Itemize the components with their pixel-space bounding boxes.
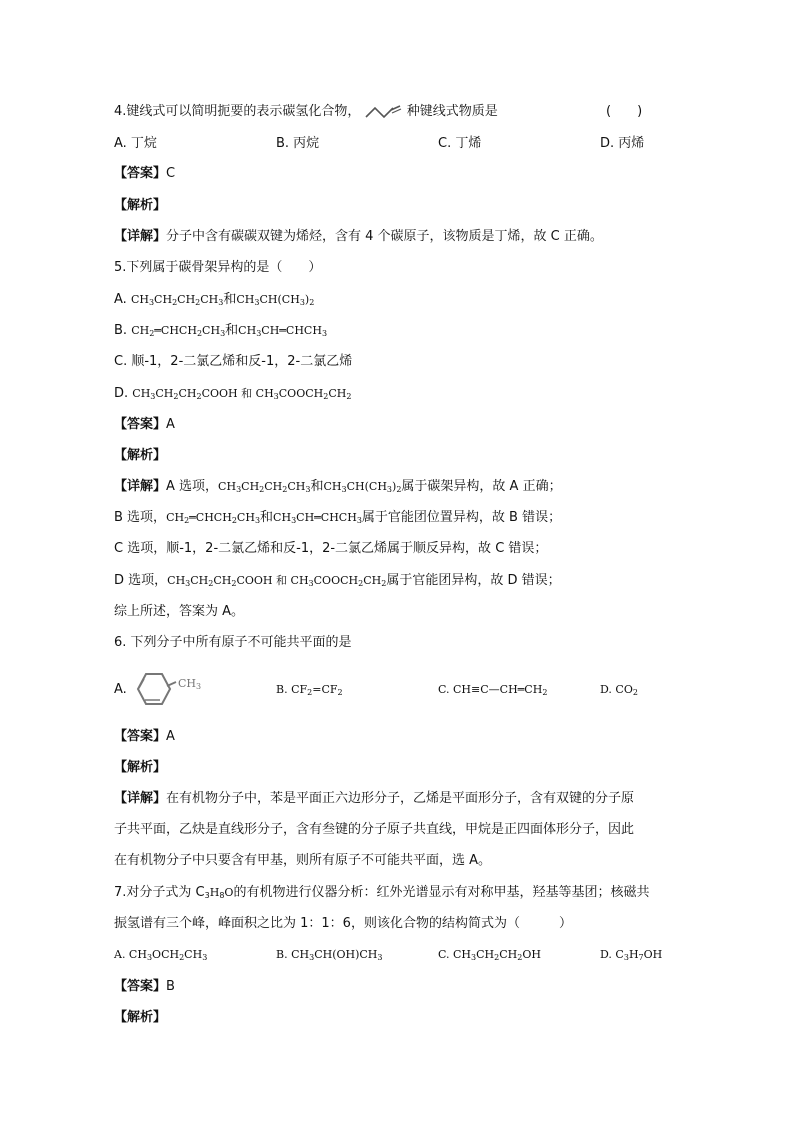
answer-label: 【答案】 [114, 979, 167, 994]
q7-stem-line-2: 振氢谱有三个峰，峰面积之比为 1：1：6，则该化合物的结构简式为（ ） [114, 916, 572, 931]
q7-option-b-text: B. CH [276, 948, 310, 961]
q7-analysis-label: 【解析】 [114, 1010, 167, 1025]
q6-option-c: C. $CH\equiv C—CH═CH_2$ [438, 683, 548, 697]
q7-option-b: B. $CH_3CH(OH)CH_3$ [276, 948, 383, 962]
q6-detail-line-2: 子共平面，乙炔是直线形分子，含有叁键的分子原子共直线，甲烷是正四面体形分子，因此 [114, 822, 635, 837]
answer-label: 【答案】 [114, 417, 167, 432]
q5-analysis-label: 【解析】 [114, 448, 167, 463]
q5-detail-line-4: D 选项，$CH_3CH_2CH_2COOH$ 和 $CH_3COOCH_2CH_2$属于官能团异构，故 D 错误； [114, 573, 561, 588]
q7-answer-line [114, 979, 175, 995]
q4-answer-line [114, 166, 175, 182]
zigzag-structure-icon [365, 105, 403, 119]
q5-option-a-formula: $CH_3CH_2CH_2CH_3$ [130, 293, 224, 307]
answer-label: 【答案】 [114, 166, 167, 181]
q4-stem [114, 104, 498, 120]
q7-option-c-text: C. CH [438, 948, 472, 961]
q6-option-d: D. $CO_2$ [600, 683, 638, 697]
q6-analysis-label: 【解析】 [114, 760, 167, 775]
q4-option-b: B. 丙烷 [276, 136, 320, 151]
q5-option-a-prefix: A. [114, 292, 131, 307]
q7-option-a: A. $CH_3OCH_2CH_3$ [114, 948, 208, 962]
q5-option-d [114, 386, 351, 402]
q6-detail-line-1 [114, 791, 634, 807]
q5-detail-2a: B 选项， [114, 510, 167, 525]
detail-label: 【详解】 [114, 479, 167, 494]
q5-detail-4b: 属于官能团异构，故 D 错误； [386, 573, 561, 588]
q5-answer-value: A [166, 417, 175, 432]
q5-option-b: B. $CH_2═CHCH_2CH_3$和$CH_3CH═CHCH_3$ [114, 323, 328, 338]
q6-option-a-ch3: $CH_3$ [178, 677, 202, 691]
q6-option-a-ch3-text: CH [178, 677, 197, 690]
q7-stem-1a: 7.对分子式为 C [114, 885, 205, 900]
q5-option-a: A. $CH_3CH_2CH_2CH_3$和$CH_3CH(CH_3)_2$ [114, 292, 315, 307]
detail-label: 【详解】 [114, 791, 167, 806]
q6-detail-1: 在有机物分子中，苯是平面正六边形分子，乙烯是平面形分子，含有双键的分子原 [166, 791, 635, 806]
q5-answer-line [114, 417, 175, 433]
q5-detail-line-3: C 选项，顺-1，2-二氯乙烯和反-1，2-二氯乙烯属于顺反异构，故 C 错误； [114, 541, 548, 556]
q5-detail-1b: 属于碳架异构，故 A 正确； [401, 479, 562, 494]
q5-option-d-prefix: D. [114, 386, 133, 401]
q4-stem-text-a: 4.键线式可以简明扼要的表示碳氢化合物， [114, 104, 361, 119]
q4-answer-value: C [166, 166, 176, 181]
q4-detail-text: 分子中含有碳碳双键为烯烃，含有 4 个碳原子，该物质是丁烯，故 C 正确。 [166, 229, 603, 244]
q5-detail-line-1: 【详解】A 选项，$CH_3CH_2CH_2CH_3$和$CH_3CH(CH_3)_2$属于碳架异构，故 A 正确； [114, 479, 562, 494]
q7-option-d-text: D. C [600, 948, 624, 961]
q6-stem: 6. 下列分子中所有原子不可能共平面的是 [114, 635, 352, 650]
q5-detail-line-5: 综上所述，答案为 A。 [114, 604, 245, 619]
q4-option-c: C. 丁烯 [438, 136, 482, 151]
q6-option-b: B. $CF_2=CF_2$ [276, 683, 343, 697]
q5-option-d-formula: $CH_3CH_2CH_2COOH$ 和 $CH_3COOCH_2CH_2$ [132, 387, 352, 401]
q6-option-b-text: B. CF [276, 683, 308, 696]
answer-label: 【答案】 [114, 729, 167, 744]
q5-detail-4a: D 选项， [114, 573, 168, 588]
q4-stem-text-b: 种键线式物质是 [406, 104, 498, 119]
q5-option-c: C. 顺-1，2-二氯乙烯和反-1，2-二氯乙烯 [114, 354, 353, 369]
q5-option-b-prefix: B. [114, 323, 132, 338]
q7-answer-value: B [166, 979, 175, 994]
q4-answer-paren: ( ) [606, 104, 643, 119]
q6-option-d-text: D. CO [600, 683, 633, 696]
q5-option-b-formula: $CH_2═CHCH_2CH_3$ [131, 324, 226, 338]
q7-stem-1b: 的有机物进行仪器分析：红外光谱显示有对称甲基，羟基等基团；核磁共 [233, 885, 650, 900]
q7-option-c: C. $CH_3CH_2CH_2OH$ [438, 948, 541, 962]
q4-option-d: D. 丙烯 [600, 136, 645, 151]
q7-stem-line-1: 7.对分子式为 $C_3H_8O$的有机物进行仪器分析：红外光谱显示有对称甲基，羟基等基团；核磁共 [114, 885, 650, 900]
q6-option-c-text: C. CH≡C—CH═CH [438, 683, 543, 696]
q5-stem: 5.下列属于碳骨架异构的是（ ） [114, 260, 322, 275]
q6-detail-line-3: 在有机物分子中只要含有甲基，则所有原子不可能共平面，选 A。 [114, 853, 492, 868]
q5-detail-2b: 属于官能团位置异构，故 B 错误； [361, 510, 562, 525]
q4-option-a: A. 丁烷 [114, 136, 157, 151]
detail-label: 【详解】 [114, 229, 167, 244]
q7-option-a-text: A. CH [114, 948, 147, 961]
q6-answer-line [114, 729, 175, 745]
q4-analysis-label: 【解析】 [114, 198, 167, 213]
q6-option-a [114, 682, 127, 698]
q6-answer-value: A [166, 729, 175, 744]
q7-option-d: D. $C_3H_7OH$ [600, 948, 663, 962]
q5-detail-1a: A 选项， [166, 479, 219, 494]
q4-detail-line [114, 229, 603, 245]
q6-option-a-label: A. [114, 682, 127, 697]
q5-detail-line-2: B 选项，$CH_2═CHCH_2CH_3$和$CH_3CH═CHCH_3$属于官能团位置异构，故 B 错误； [114, 510, 562, 525]
